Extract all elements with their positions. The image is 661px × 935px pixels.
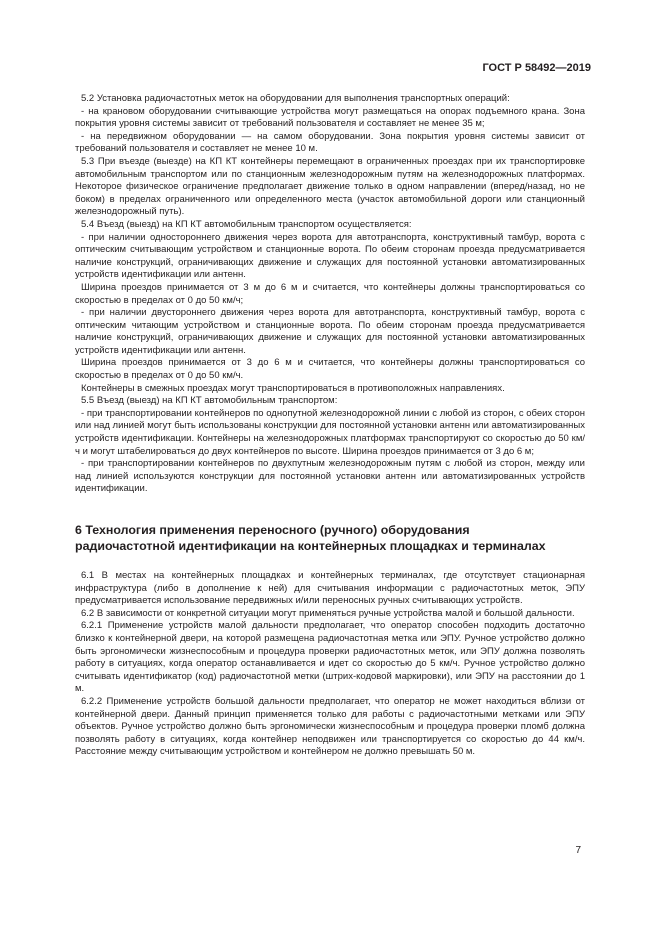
- paragraph: Ширина проездов принимается от 3 м до 6 м и считается, что контейнеры должны транспортироваться со скоростью в пределах от 0 до 50 км/ч;: [75, 281, 585, 306]
- list-item: - при транспортировании контейнеров по двухпутным железнодорожным путям с любой из сторон, между или над линией используются конструкции для постоянной установки антенн или автоматизированных устройств идентификации.: [75, 458, 585, 495]
- paragraph-5-3: 5.3 При въезде (выезде) на КП КТ контейнеры перемещают в ограниченных проездах при их транспортировке автомобильным транспортом или по станционным железнодорожным путям на железнодорожных платформах. Некоторое физическое ограничение предполагает движение только в одном направлении (вперед/назад, но не боком) в пределах ограниченного или определенного места (участок автомобильной дороги или станционный железнодорожный путь).: [75, 155, 585, 218]
- document-code: ГОСТ Р 58492—2019: [482, 62, 591, 74]
- paragraph-6-1: 6.1 В местах на контейнерных площадках и контейнерных терминалах, где отсутствует стационарная инфраструктура (либо в дополнение к ней) для считывания информации с радиочастотных меток, ЭПУ предусматривается использование передвижных и/или переносных ручных считывающих устройств.: [75, 570, 585, 607]
- paragraph-6-2-2: 6.2.2 Применение устройств большой дальности предполагает, что оператор не может находиться вблизи от контейнерной двери. Данный принцип применяется только для работы с радиочастотными метками или ЭПУ объектов. Ручное устройство должно быть эргономически жизнеспособным и процедура проверки пломб должна позволять работу в ситуациях, когда контейнер неподвижен или транспортируется со скоростью до 44 км/ч. Расстояние между считывающим устройством и контейнером не должно превышать 50 м.: [75, 695, 585, 758]
- page-number: 7: [575, 845, 581, 856]
- list-item: - на крановом оборудовании считывающие устройства могут размещаться на опорах подъемного крана. Зона покрытия уровня системы зависит от требований пользователя и составляет не менее 35 м;: [75, 105, 585, 130]
- page-body: [75, 93, 585, 759]
- paragraph-5-4: 5.4 Въезд (выезд) на КП КТ автомобильным транспортом осуществляется:: [81, 218, 412, 230]
- section-6-heading-continued: радиочастотной идентификации на контейнерных площадках и терминалах: [75, 539, 546, 553]
- paragraph: Ширина проездов принимается от 3 до 6 м и считается, что контейнеры должны транспортироваться со скоростью в пределах от 0 до 50 км/ч.: [75, 357, 585, 382]
- paragraph-5-5: 5.5 Въезд (выезд) на КП КТ автомобильным транспортом:: [81, 395, 338, 407]
- paragraph: Контейнеры в смежных проездах могут транспортироваться в противоположных направлениях.: [81, 382, 505, 394]
- section-6-heading: 6 Технология применения переносного (ручного) оборудования: [75, 523, 470, 537]
- list-item: - на передвижном оборудовании — на самом оборудовании. Зона покрытия уровня системы зависит от требований пользователя и составляет не менее 10 м.: [75, 130, 585, 155]
- list-item: - при наличии одностороннего движения через ворота для автотранспорта, конструктивный тамбур, ворота с оптическим считывающим устройством и станционные ворота. По обеим сторонам проезда предусматривается наличие конструкций, ограничивающих движение и служащих для постоянной установки автоматизированных устройств идентификации или антенн.: [75, 231, 585, 281]
- paragraph-6-2: 6.2 В зависимости от конкретной ситуации могут применяться ручные устройства малой и большой дальности.: [81, 607, 575, 619]
- list-item: - при наличии двустороннего движения через ворота для автотранспорта, конструктивный тамбур, ворота с оптическим читающим устройством и станционные ворота. По обеим сторонам проезда предусматривается наличие конструкций, ограничивающих движение и служащих для постоянной установки автоматизированных устройств идентификации или антенн.: [75, 307, 585, 356]
- list-item: - при транспортировании контейнеров по однопутной железнодорожной линии с любой из сторон, с обеих сторон или над линией могут быть использованы конструкции для постоянной установки антенн или автоматизированных устройств идентификации. Контейнеры на железнодорожных платформах транспортируют со скоростью до 50 км/ч и могут штабелироваться до двух контейнеров по высоте. Ширина проездов принимается от 3 до 6 м;: [75, 407, 585, 457]
- paragraph-6-2-1: 6.2.1 Применение устройств малой дальности предполагает, что оператор способен подходить достаточно близко к контейнерной двери, на которой размещена радиочастотная метка или ЭПУ. Ручное устройство должно быть эргономически жизнеспособным и процедура проверки радиочастотных меток, или ЭПУ должна позволять работу в ситуациях, когда оператор останавливается и идет со скоростью до 5 км/ч. Ручное устройство должно считывать идентификатор (код) радиочастотной метки (штрих-кодовой маркировки), или ЭПУ на расстоянии до 1 м.: [75, 620, 585, 695]
- paragraph-5-2: 5.2 Установка радиочастотных меток на оборудовании для выполнения транспортных операций:: [81, 93, 510, 104]
